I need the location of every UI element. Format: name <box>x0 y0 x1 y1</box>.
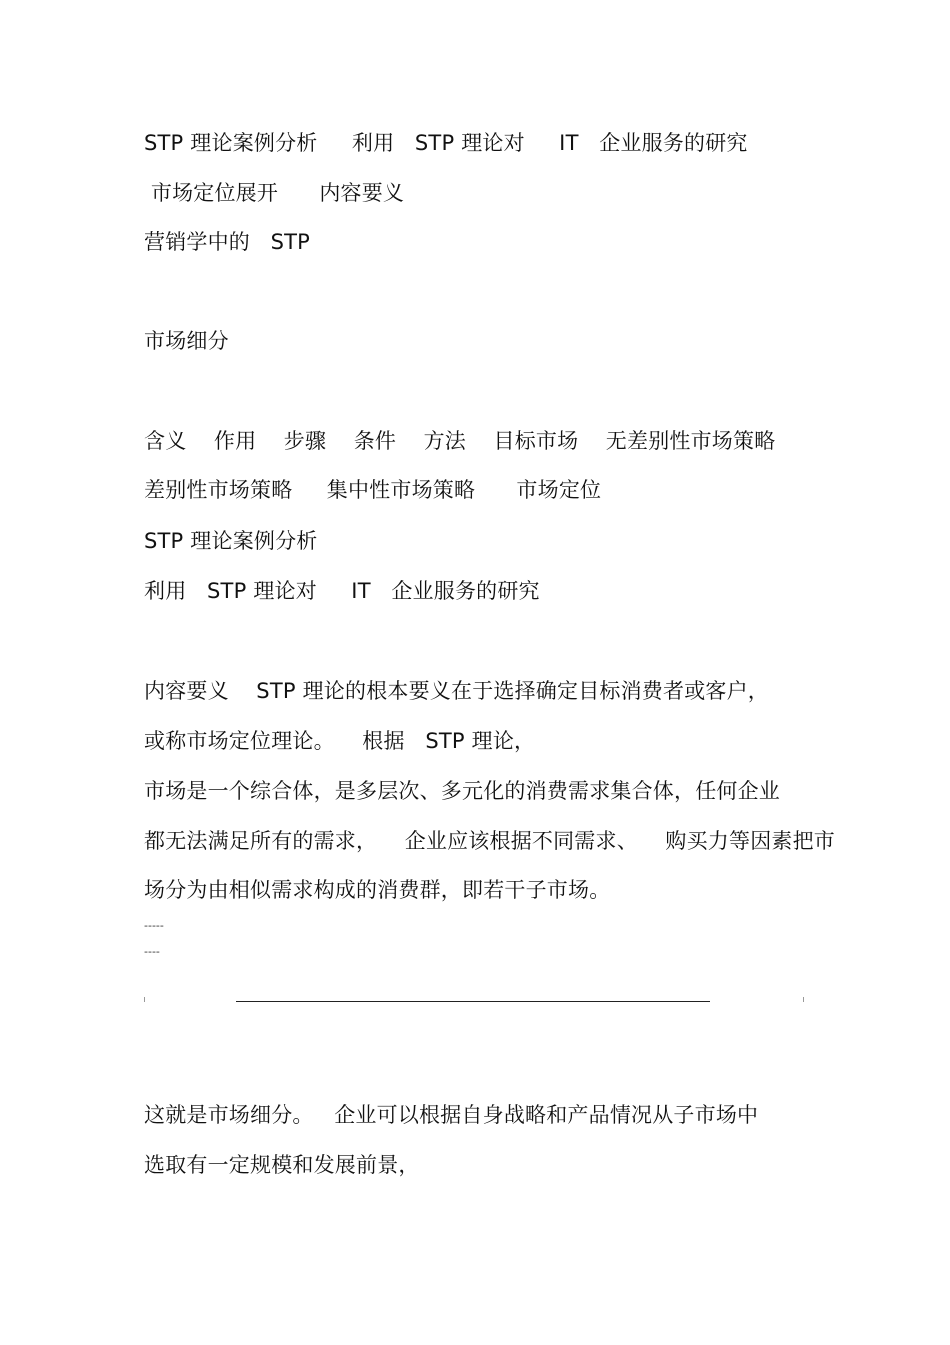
body-paragraph-line-3: 市场是一个综合体，是多层次、多元化的消费需求集合体，任何企业 <box>144 779 780 803</box>
body-paragraph-line-5: 场分为由相似需求构成的消费群，即若干子市场。 <box>144 878 611 902</box>
heading-line-2: 市场定位展开 内容要义 <box>144 181 405 205</box>
section-title: 市场细分 <box>144 329 229 353</box>
page-break-tick-left <box>144 997 145 1002</box>
body-paragraph-line-2: 或称市场定位理论。 根据 STP 理论， <box>144 729 536 753</box>
topic-list-line-1: 含义 作用 步骤 条件 方法 目标市场 无差别性市场策略 <box>144 429 776 453</box>
dash-mark-1: ----- <box>144 919 164 932</box>
subheading-case-analysis: STP 理论案例分析 <box>144 529 318 553</box>
subheading-it-research: 利用 STP 理论对 IT 企业服务的研究 <box>144 579 540 603</box>
topic-list-line-2: 差别性市场策略 集中性市场策略 市场定位 <box>144 478 602 502</box>
body-paragraph-line-6: 这就是市场细分。 企业可以根据自身战略和产品情况从子市场中 <box>144 1103 759 1127</box>
body-paragraph-line-4: 都无法满足所有的需求， 企业应该根据不同需求、 购买力等因素把市 <box>144 829 835 853</box>
page-break-rule <box>236 1001 710 1002</box>
dash-mark-2: ---- <box>144 945 160 958</box>
body-paragraph-line-1: 内容要义 STP 理论的根本要义在于选择确定目标消费者或客户， <box>144 679 769 703</box>
body-paragraph-line-7: 选取有一定规模和发展前景， <box>144 1153 420 1177</box>
heading-line-3: 营销学中的 STP <box>144 230 311 254</box>
page-break-tick-right <box>803 997 804 1002</box>
heading-line-1: STP 理论案例分析 利用 STP 理论对 IT 企业服务的研究 <box>144 131 748 155</box>
